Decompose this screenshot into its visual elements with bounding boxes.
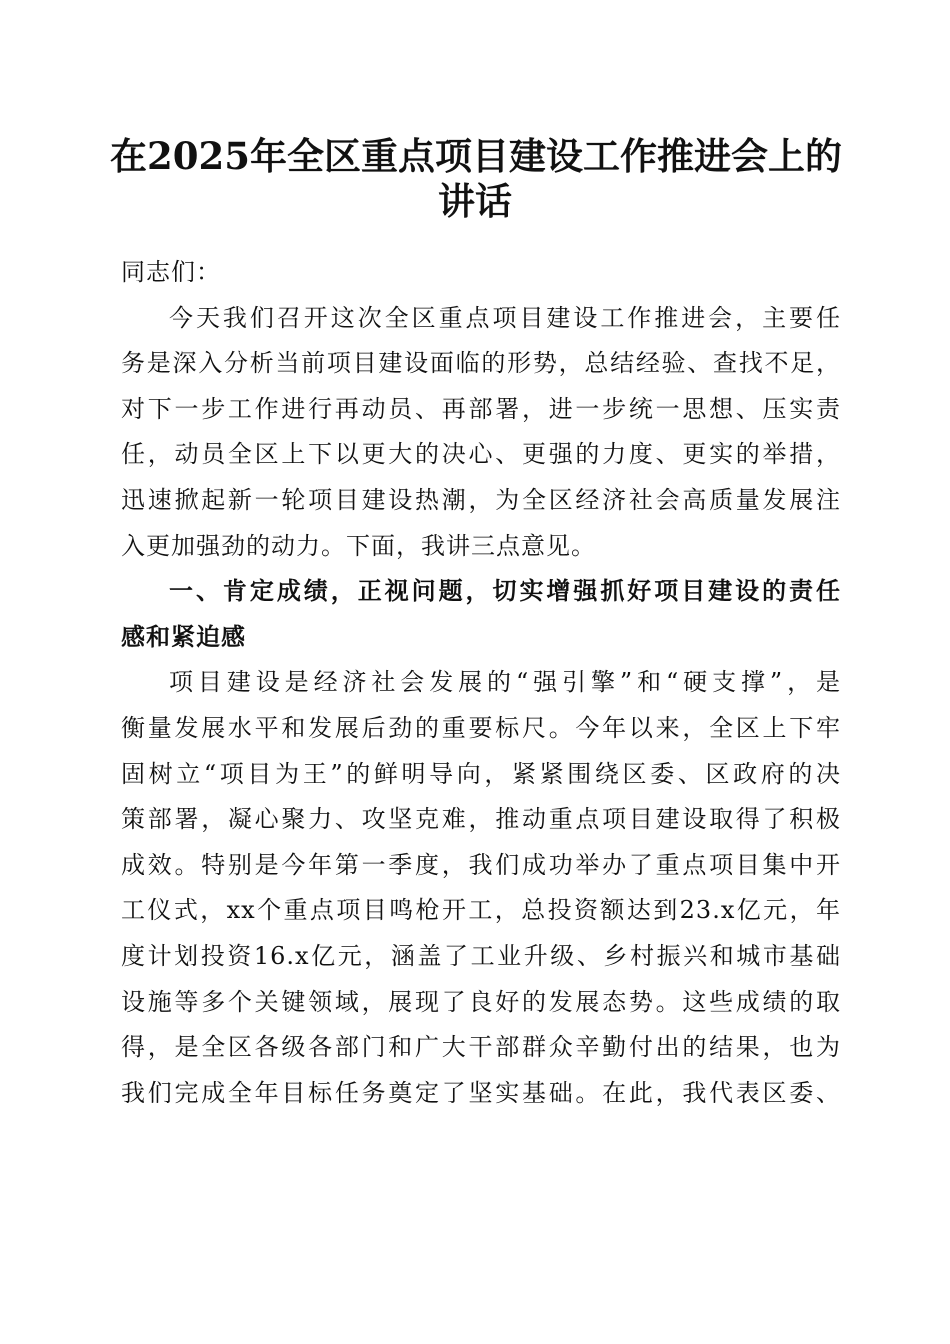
paragraph-line: 项目建设是经济社会发展的“强引擎”和“硬支撑”，是 (169, 668, 841, 697)
paragraph-line: 工仪式，xx个重点项目鸣枪开工，总投资额达到23.x亿元，年 (121, 896, 841, 925)
paragraph-line: 度计划投资16.x亿元，涵盖了工业升级、乡村振兴和城市基础 (121, 941, 841, 970)
paragraph-line: 迅速掀起新一轮项目建设热潮，为全区经济社会高质量发展注 (121, 485, 841, 514)
paragraph-line: 任，动员全区上下以更大的决心、更强的力度、更实的举措， (121, 440, 841, 469)
paragraph-line: 今天我们召开这次全区重点项目建设工作推进会，主要任 (169, 303, 841, 332)
paragraph-line: 入更加强劲的动力。下面，我讲三点意见。 (121, 531, 596, 560)
paragraph-line: 成效。特别是今年第一季度，我们成功举办了重点项目集中开 (121, 850, 841, 879)
document-body (121, 250, 841, 1116)
heading-line: 一、肯定成绩，正视问题，切实增强抓好项目建设的责任 (169, 577, 841, 606)
document-title (110, 134, 840, 224)
salutation: 同志们： (121, 258, 221, 286)
paragraph-line: 策部署，凝心聚力、攻坚克难，推动重点项目建设取得了积极 (121, 805, 841, 834)
paragraph-line: 固树立“项目为王”的鲜明导向，紧紧围绕区委、区政府的决 (121, 759, 841, 788)
paragraph-section-1 (121, 660, 841, 1116)
paragraph-line: 设施等多个关键领域，展现了良好的发展态势。这些成绩的取 (121, 987, 841, 1016)
paragraph-line: 衡量发展水平和发展后劲的重要标尺。今年以来，全区上下牢 (121, 713, 841, 742)
section-heading-1 (121, 569, 841, 660)
paragraph-line: 得，是全区各级各部门和广大干部群众辛勤付出的结果，也为 (121, 1033, 841, 1062)
title-line-1: 在2025年全区重点项目建设工作推进会上的 (110, 134, 842, 178)
heading-line: 感和紧迫感 (121, 622, 246, 651)
paragraph-line: 我们完成全年目标任务奠定了坚实基础。在此，我代表区委、 (121, 1078, 841, 1107)
paragraph-intro (121, 296, 841, 570)
title-line-2: 讲话 (438, 179, 512, 223)
paragraph-line: 对下一步工作进行再动员、再部署，进一步统一思想、压实责 (121, 394, 841, 423)
paragraph-line: 务是深入分析当前项目建设面临的形势，总结经验、查找不足， (121, 349, 841, 378)
